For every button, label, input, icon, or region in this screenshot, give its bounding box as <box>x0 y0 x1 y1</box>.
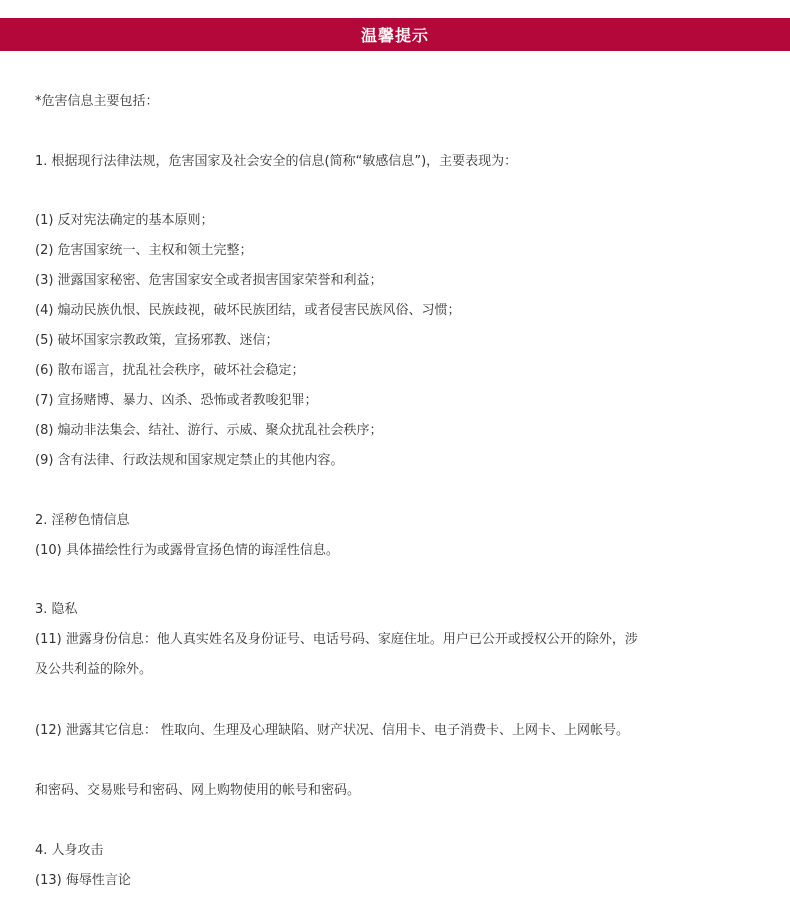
section-3-title: 3. 隐私 <box>35 602 78 617</box>
list-item: (13) 侮辱性言论 <box>35 873 131 888</box>
list-item: (2) 危害国家统一、主权和领土完整； <box>35 243 253 258</box>
header-bar <box>0 18 790 51</box>
list-item-continuation: 及公共利益的除外。 <box>35 662 153 677</box>
list-item: (8) 煽动非法集会、结社、游行、示威、聚众扰乱社会秩序； <box>35 423 383 438</box>
page-title: 温馨提示 <box>360 26 429 45</box>
section-2-title: 2. 淫秽色情信息 <box>35 513 130 528</box>
list-item: (5) 破坏国家宗教政策，宣扬邪教、迷信； <box>35 333 279 348</box>
section-1-title: 1. 根据现行法律法规，危害国家及社会安全的信息(简称“敏感信息”)，主要表现为： <box>35 154 518 169</box>
section-4-title: 4. 人身攻击 <box>35 843 104 858</box>
list-item: (7) 宣扬赌博、暴力、凶杀、恐怖或者教唆犯罪； <box>35 393 318 408</box>
list-item: (10) 具体描绘性行为或露骨宣扬色情的诲淫性信息。 <box>35 543 339 558</box>
intro-text: *危害信息主要包括： <box>35 94 159 109</box>
list-item: (4) 煽动民族仇恨、民族歧视，破坏民族团结，或者侵害民族风俗、习惯； <box>35 303 461 318</box>
list-item: (1) 反对宪法确定的基本原则； <box>35 213 214 228</box>
list-item: (11) 泄露身份信息：他人真实姓名及身份证号、电话号码、家庭住址。用户已公开或授权公开的除外，涉 <box>35 632 638 647</box>
list-item-continuation: 和密码、交易账号和密码、网上购物使用的帐号和密码。 <box>35 783 361 798</box>
list-item: (3) 泄露国家秘密、危害国家安全或者损害国家荣誉和利益； <box>35 273 383 288</box>
list-item: (12) 泄露其它信息： 性取向、生理及心理缺陷、财产状况、信用卡、电子消费卡、上网卡、上网帐号。 <box>35 723 629 738</box>
list-item: (6) 散布谣言，扰乱社会秩序，破坏社会稳定； <box>35 363 305 378</box>
list-item: (9) 含有法律、行政法规和国家规定禁止的其他内容。 <box>35 453 344 468</box>
